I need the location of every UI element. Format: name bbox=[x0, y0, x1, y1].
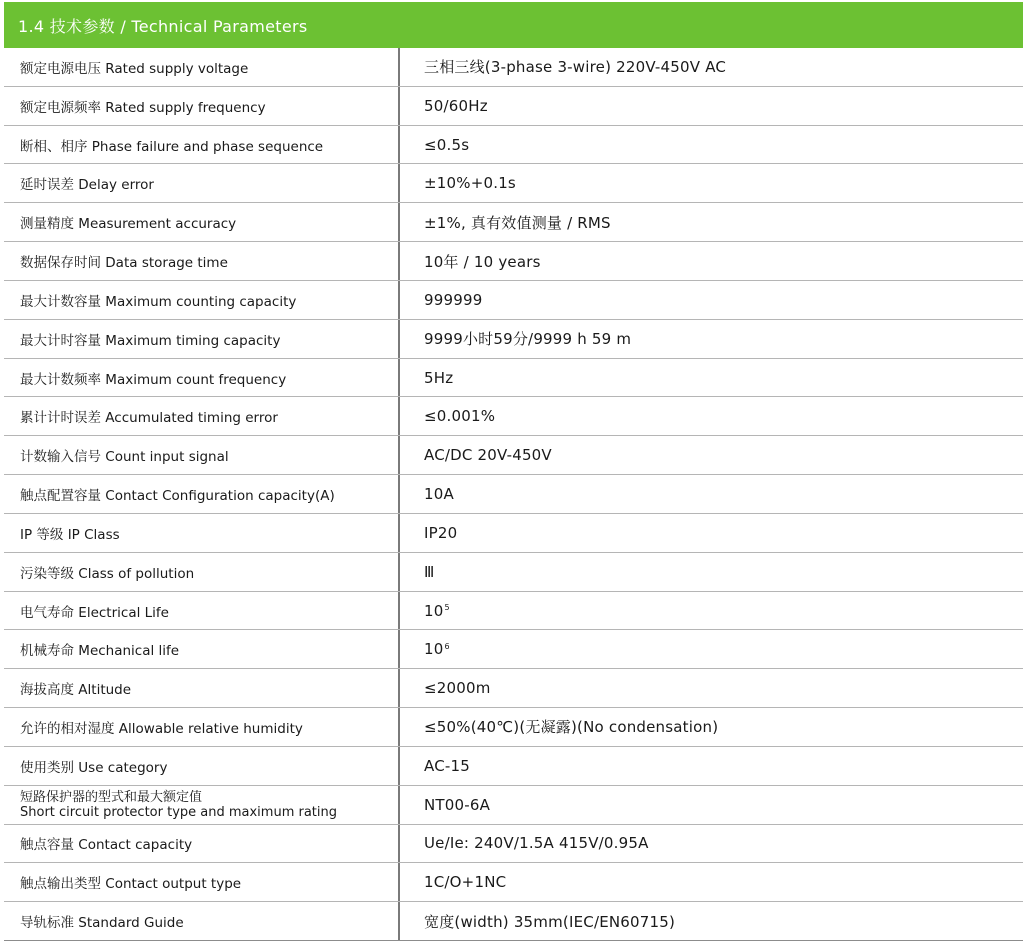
parameter-name: IP 等级 IP Class bbox=[4, 514, 400, 552]
parameter-name: 最大计时容量 Maximum timing capacity bbox=[4, 320, 400, 358]
parameter-name-cn: 短路保护器的型式和最大额定值 bbox=[20, 789, 203, 805]
table-row bbox=[4, 514, 1023, 553]
table-row bbox=[4, 902, 1023, 941]
section-header bbox=[4, 2, 1023, 48]
table-row bbox=[4, 242, 1023, 281]
parameter-value: NT00-6A bbox=[424, 795, 491, 814]
parameter-name: 海拔高度 Altitude bbox=[4, 669, 400, 707]
table-row bbox=[4, 203, 1023, 242]
parameter-value: 5Hz bbox=[424, 368, 454, 387]
parameter-value: ≤0.5s bbox=[424, 135, 470, 154]
parameter-value: ±10%+0.1s bbox=[424, 174, 516, 193]
table-row bbox=[4, 630, 1023, 669]
parameter-name: 污染等级 Class of pollution bbox=[4, 553, 400, 591]
parameter-value: 1C/O+1NC bbox=[424, 873, 507, 892]
parameter-name: 最大计数频率 Maximum count frequency bbox=[4, 359, 400, 397]
table-row bbox=[4, 164, 1023, 203]
parameter-value: ≤2000m bbox=[424, 679, 491, 698]
parameter-name: 测量精度 Measurement accuracy bbox=[4, 203, 400, 241]
parameter-name-en: Short circuit protector type and maximum rating bbox=[20, 804, 338, 820]
parameter-name: 断相、相序 Phase failure and phase sequence bbox=[4, 126, 400, 164]
parameter-value: IP20 bbox=[424, 523, 458, 542]
table-row bbox=[4, 397, 1023, 436]
table-row bbox=[4, 863, 1023, 902]
parameter-value: AC/DC 20V-450V bbox=[424, 446, 552, 465]
table-row bbox=[4, 320, 1023, 359]
parameter-value: 999999 bbox=[424, 290, 483, 309]
parameter-name: 最大计数容量 Maximum counting capacity bbox=[4, 281, 400, 319]
table-row bbox=[4, 436, 1023, 475]
parameter-value: 9999小时59分/9999 h 59 m bbox=[424, 330, 632, 349]
parameters-table bbox=[4, 48, 1023, 941]
parameter-name: 机械寿命 Mechanical life bbox=[4, 630, 400, 668]
parameter-name: 触点容量 Contact capacity bbox=[4, 825, 400, 863]
parameter-value: ±1%, 真有效值测量 / RMS bbox=[424, 213, 611, 232]
table-row bbox=[4, 747, 1023, 786]
parameter-name: 触点配置容量 Contact Configuration capacity(A) bbox=[4, 475, 400, 513]
parameter-value: Ue/Ie: 240V/1.5A 415V/0.95A bbox=[424, 834, 649, 853]
table-row bbox=[4, 475, 1023, 514]
table-row bbox=[4, 359, 1023, 398]
table-row bbox=[4, 126, 1023, 165]
parameter-value: 三相三线(3-phase 3-wire) 220V-450V AC bbox=[424, 58, 727, 77]
table-row bbox=[4, 669, 1023, 708]
value-exponent: 5 bbox=[444, 603, 450, 612]
table-row bbox=[4, 553, 1023, 592]
parameter-name: 累计计时误差 Accumulated timing error bbox=[4, 397, 400, 435]
section-title: 1.4 技术参数 / Technical Parameters bbox=[18, 16, 308, 36]
parameter-value bbox=[400, 592, 1023, 630]
parameter-value: 10A bbox=[424, 485, 454, 504]
table-row bbox=[4, 708, 1023, 747]
parameter-name: 触点输出类型 Contact output type bbox=[4, 863, 400, 901]
table-row bbox=[4, 87, 1023, 126]
table-row bbox=[4, 48, 1023, 87]
table-row bbox=[4, 825, 1023, 864]
parameter-value: AC-15 bbox=[424, 756, 470, 775]
parameter-name: 额定电源频率 Rated supply frequency bbox=[4, 87, 400, 125]
table-row bbox=[4, 281, 1023, 320]
parameter-name: 计数输入信号 Count input signal bbox=[4, 436, 400, 474]
parameter-value: 10年 / 10 years bbox=[424, 252, 541, 271]
parameter-name: 额定电源电压 Rated supply voltage bbox=[4, 48, 400, 86]
table-row bbox=[4, 786, 1023, 825]
parameter-name: 数据保存时间 Data storage time bbox=[4, 242, 400, 280]
parameter-value: ≤0.001% bbox=[424, 407, 496, 426]
parameter-value: ≤50%(40℃)(无凝露)(No condensation) bbox=[424, 718, 719, 737]
parameter-value: Ⅲ bbox=[424, 562, 435, 581]
value-base: 10 bbox=[424, 640, 444, 659]
parameter-name: 允许的相对湿度 Allowable relative humidity bbox=[4, 708, 400, 746]
value-base: 10 bbox=[424, 601, 444, 620]
value-exponent: 6 bbox=[444, 641, 450, 651]
parameter-name: 延时误差 Delay error bbox=[4, 164, 400, 202]
parameter-name: 电气寿命 Electrical Life bbox=[4, 592, 400, 630]
table-row bbox=[4, 592, 1023, 631]
parameter-value: 50/60Hz bbox=[424, 96, 488, 115]
parameter-value: 宽度(width) 35mm(IEC/EN60715) bbox=[424, 912, 676, 931]
parameter-name: 使用类别 Use category bbox=[4, 747, 400, 785]
parameter-name: 导轨标准 Standard Guide bbox=[4, 902, 400, 940]
parameter-value bbox=[400, 630, 1023, 668]
parameter-name bbox=[4, 786, 400, 824]
